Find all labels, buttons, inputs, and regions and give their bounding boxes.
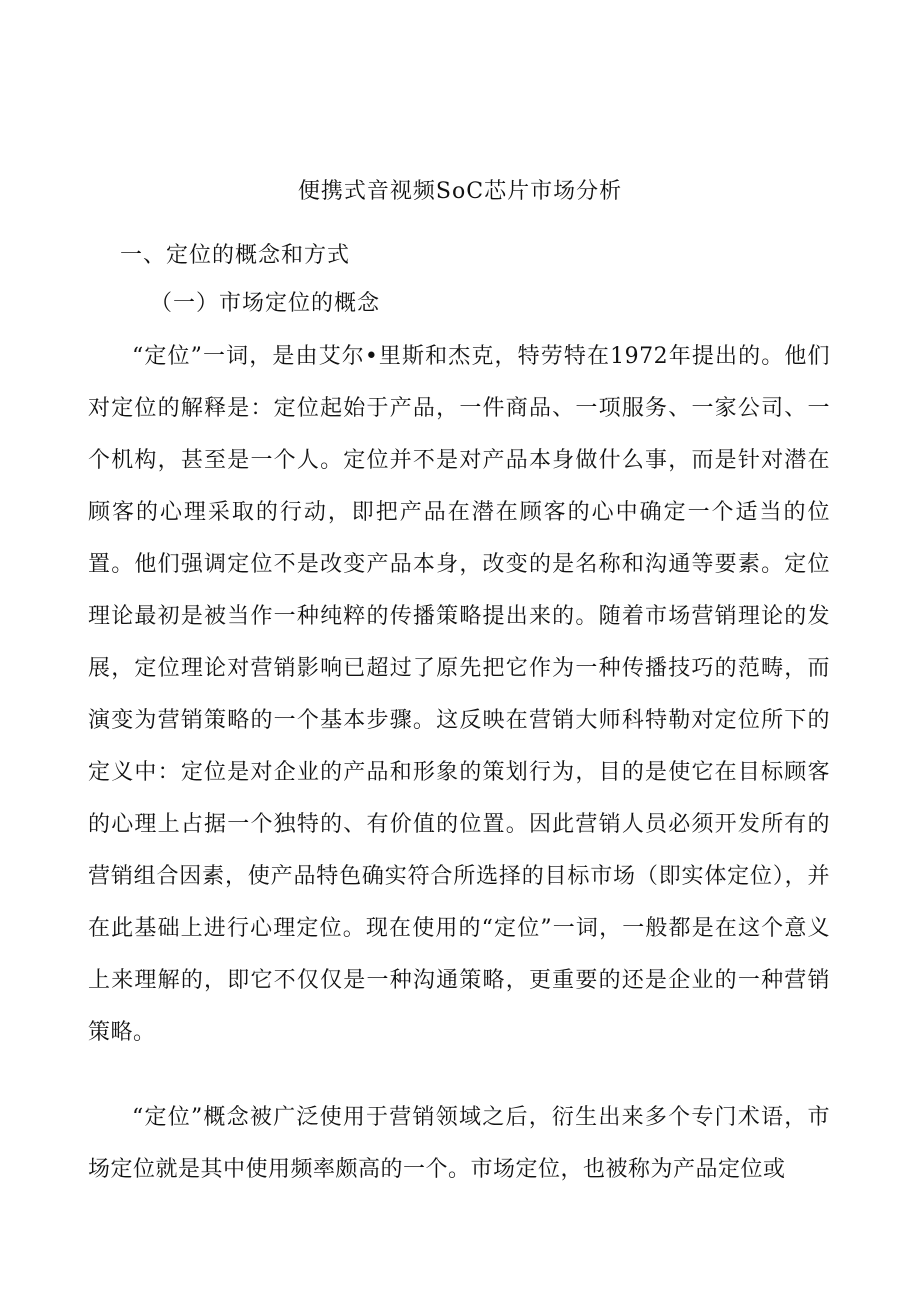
body-paragraph-1: “定位”一词，是由艾尔•里斯和杰克，特劳特在1972年提出的。他们对定位的解释是：定位起始于产品，一件商品、一项服务、一家公司、一个机构，甚至是一个人。定位并不是对产品本身做什么事，而是针对潜在顾客的心理采取的行动，即把产品在潜在顾客的心中确定一个适当的位置。他们强调定位不是改变产品本身，改变的是名称和沟通等要素。定位理论最初是被当作一种纯粹的传播策略提出来的。随着市场营销理论的发展，定位理论对营销影响已超过了原先把它作为一种传播技巧的范畴，而演变为营销策略的一个基本步骤。这反映在营销大师科特勒对定位所下的定义中：定位是对企业的产品和形象的策划行为，目的是使它在目标顾客的心理上占据一个独特的、有价值的位置。因此营销人员必须开发所有的营销组合因素，使产品特色确实符合所选择的目标市场（即实体定位），并在此基础上进行心理定位。现在使用的“定位”一词，一般都是在这个意义上来理解的，即它不仅仅是一种沟通策略，更重要的还是企业的一种营销策略。 [88, 344, 830, 1045]
document-title: 便携式音视频SoC芯片市场分析 [297, 179, 623, 204]
body-paragraph-2: “定位”概念被广泛使用于营销领域之后，衍生出来多个专门术语，市场定位就是其中使用频率颇高的一个。市场定位，也被称为产品定位或 [88, 1105, 830, 1182]
section-heading: 一、定位的概念和方式 [120, 243, 351, 268]
subsection-heading: （一）市场定位的概念 [150, 291, 381, 316]
